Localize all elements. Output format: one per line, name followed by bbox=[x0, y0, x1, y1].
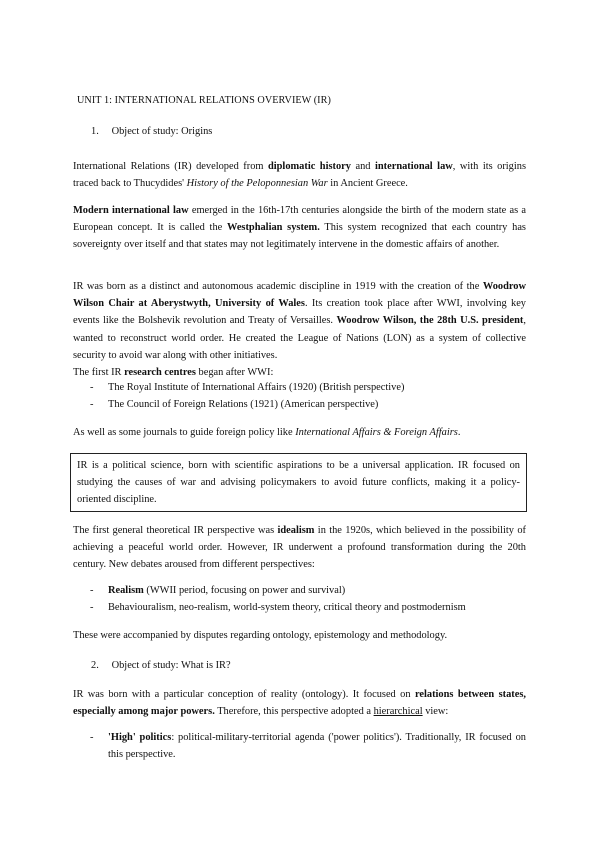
research-centres-list bbox=[90, 379, 526, 413]
list-item: - The Royal Institute of International Affairs (1920) (British perspective) bbox=[90, 379, 526, 396]
list-item: - Realism (WWII period, focusing on power and survival) bbox=[90, 582, 526, 599]
list-item: - Behaviouralism, neo-realism, world-system theory, critical theory and postmodernism bbox=[90, 599, 526, 616]
paragraph-ir-origins: International Relations (IR) developed from diplomatic history and international law, with its origins traced back to Thucydides' History of the Peloponnesian War in Ancient Greece. bbox=[73, 161, 526, 190]
section-heading-origins bbox=[91, 123, 212, 140]
politics-list bbox=[90, 729, 526, 763]
paragraph-research-centres: The first IR research centres began after WWI: bbox=[73, 367, 274, 378]
paragraph-discipline-birth: IR was born as a distinct and autonomous academic discipline in 1919 with the creation of the Woodrow Wilson Chair at Aberystwyth, University of Wales. Its creation took place after WWI, involving key events like the Bolshevik revolution and Treaty of Versailles. Woodrow Wilson, the 28th U.S. president, wanted to reconstruct world order. He created the League of Nations (LON) as a system of collective security to avoid war along with other initiatives. bbox=[73, 281, 526, 361]
paragraph-westphalian: Modern international law emerged in the 16th-17th centuries alongside the birth of the modern state as a European concept. It is called the Westphalian system. This system recognized that each country has sovereignty over itself and that states may not legitimately intervene in the domestic affairs of another. bbox=[73, 205, 526, 251]
paragraph-ontology: IR was born with a particular conception of reality (ontology). It focused on relations between states, especially among major powers. Therefore, this perspective adopted a hierarchical view: bbox=[73, 689, 526, 718]
section-heading-what-is-ir bbox=[91, 657, 231, 674]
paragraph-idealism: The first general theoretical IR perspective was idealism in the 1920s, which believed in the possibility of achieving a peaceful world order. However, IR underwent a profound transformation during the 20th century. New debates aroused from different perspectives: bbox=[73, 525, 526, 571]
section-number: 1. bbox=[91, 126, 99, 137]
list-item: - 'High' politics: political-military-territorial agenda ('power politics'). Traditionally, IR focused on this perspective. bbox=[90, 729, 526, 763]
document-title: UNIT 1: INTERNATIONAL RELATIONS OVERVIEW (IR) bbox=[77, 95, 331, 106]
section-label: Object of study: What is IR? bbox=[111, 660, 231, 671]
paragraph-journals: As well as some journals to guide foreign policy like International Affairs & Foreign Affairs. bbox=[73, 427, 461, 438]
section-number: 2. bbox=[91, 660, 99, 671]
list-item: - The Council of Foreign Relations (1921) (American perspective) bbox=[90, 396, 526, 413]
section-label: Object of study: Origins bbox=[111, 126, 213, 137]
highlight-box: IR is a political science, born with scientific aspirations to be a universal application. IR focused on studying the causes of war and advising policymakers to avoid future conflicts, making it a policy-oriented discipline. bbox=[70, 453, 527, 512]
paragraph-disputes: These were accompanied by disputes regarding ontology, epistemology and methodology. bbox=[73, 630, 448, 641]
perspectives-list bbox=[90, 582, 526, 616]
